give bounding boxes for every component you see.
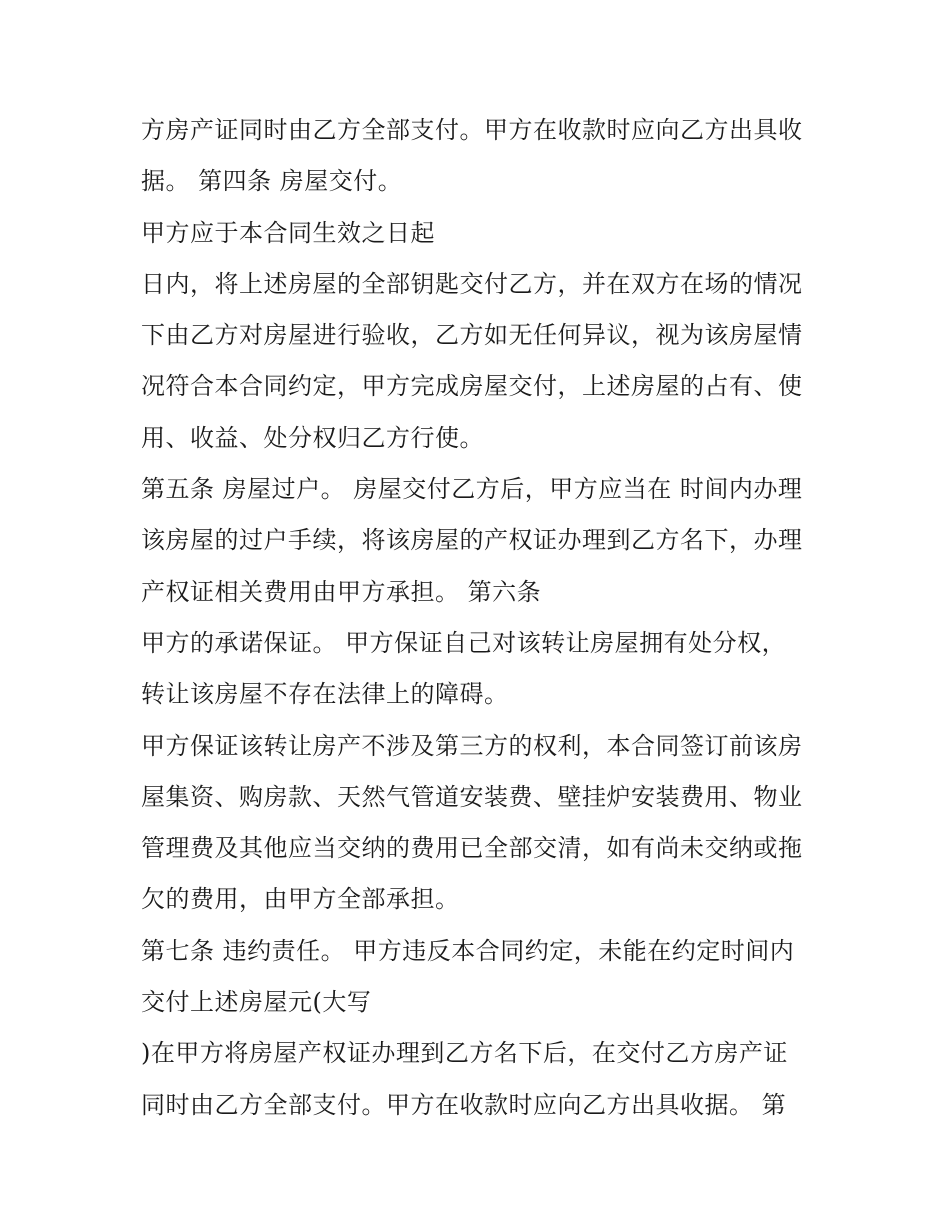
text-line: 日内，将上述房屋的全部钥匙交付乙方，并在双方在场的情况 [141, 269, 803, 298]
text-line: 交付上述房屋元(大写 [141, 988, 372, 1017]
document-body [141, 105, 821, 1131]
text-line: )在甲方将房屋产权证办理到乙方名下后，在交付乙方房产证 [141, 1039, 788, 1068]
text-line: 甲方应于本合同生效之日起 [141, 218, 435, 247]
text-line: 第五条 房屋过户。 房屋交付乙方后，甲方应当在 时间内办理 [141, 475, 803, 504]
text-line: 转让该房屋不存在法律上的障碍。 [141, 680, 509, 709]
text-line: 下由乙方对房屋进行验收，乙方如无任何异议，视为该房屋情 [141, 321, 803, 350]
text-line: 管理费及其他应当交纳的费用已全部交清，如有尚未交纳或拖 [141, 834, 803, 863]
text-line: 甲方的承诺保证。 甲方保证自己对该转让房屋拥有处分权， [141, 628, 787, 657]
text-line: 第七条 违约责任。 甲方违反本合同约定，未能在约定时间内 [141, 936, 795, 965]
text-line: 况符合本合同约定，甲方完成房屋交付，上述房屋的占有、使 [141, 372, 803, 401]
text-line: 方房产证同时由乙方全部支付。甲方在收款时应向乙方出具收 [141, 116, 803, 144]
text-line: 用、收益、处分权归乙方行使。 [141, 423, 484, 452]
text-line: 屋集资、购房款、天然气管道安装费、壁挂炉安装费用、物业 [141, 782, 803, 811]
text-line: 产权证相关费用由甲方承担。 第六条 [141, 577, 542, 606]
text-line: 同时由乙方全部支付。甲方在收款时应向乙方出具收据。 第 [141, 1090, 787, 1119]
text-line: 甲方保证该转让房产不涉及第三方的权利，本合同签订前该房 [141, 731, 803, 760]
text-line: 该房屋的过户手续，将该房屋的产权证办理到乙方名下，办理 [141, 526, 803, 555]
text-line: 欠的费用，由甲方全部承担。 [141, 885, 460, 914]
text-line: 据。 第四条 房屋交付。 [141, 167, 403, 196]
